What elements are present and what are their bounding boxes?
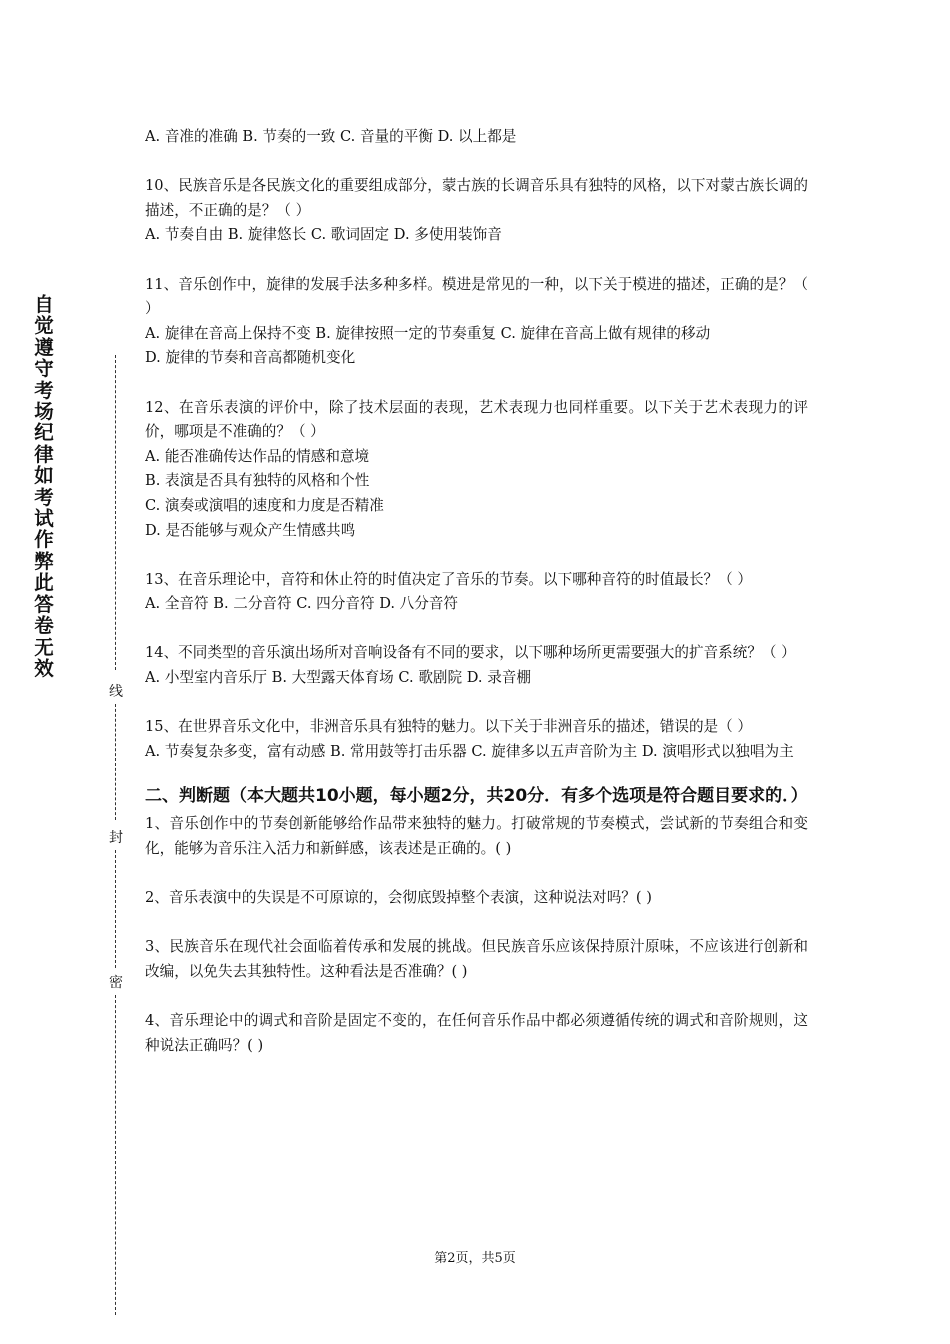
question-option-a: A. 能否准确传达作品的情感和意境: [145, 447, 370, 465]
judgement-item-1: [145, 812, 808, 861]
question-options: A. 全音符 B. 二分音符 C. 四分音符 D. 八分音符: [145, 595, 459, 613]
question-option-c: C. 演奏或演唱的速度和力度是否精准: [145, 496, 384, 514]
judgement-item-4: [145, 1009, 808, 1058]
question-options: A. 小型室内音乐厅 B. 大型露天体育场 C. 歌剧院 D. 录音棚: [145, 669, 531, 687]
seal-label-xian: 线: [109, 684, 123, 700]
question-option-b: B. 表演是否具有独特的风格和个性: [145, 472, 370, 490]
question-12: [145, 396, 808, 544]
question-13: [145, 568, 808, 617]
question-stem: 12、在音乐表演的评价中，除了技术层面的表现，艺术表现力也同样重要。以下关于艺术表现力的评价，哪项是不准确的？（ ）: [145, 398, 808, 441]
binding-dashed-line: [115, 355, 116, 670]
exam-content: [145, 125, 808, 1083]
question-stem: 11、音乐创作中，旋律的发展手法多种多样。模进是常见的一种，以下关于模进的描述，正确的是？（ ）: [145, 275, 808, 318]
binding-dashed-line: [115, 850, 116, 968]
section-title-judgement: 二、判断题（本大题共10小题，每小题2分，共20分．有多个选项是符合题目要求的．）: [145, 786, 808, 807]
question-options: A. 节奏自由 B. 旋律悠长 C. 歌词固定 D. 多使用装饰音: [145, 226, 502, 244]
binding-margin: [0, 0, 135, 1344]
question-stem: 14、不同类型的音乐演出场所对音响设备有不同的要求，以下哪种场所更需要强大的扩音系统？（ ）: [145, 644, 796, 662]
question-10: [145, 174, 808, 248]
judgement-item-2: [145, 886, 808, 911]
exam-discipline-warning: 自觉遵守考场纪律如考试作弊此答卷无效: [34, 293, 54, 680]
question-stem: 13、在音乐理论中，音符和休止符的时值决定了音乐的节奏。以下哪种音符的时值最长？（ ）: [145, 570, 752, 588]
binding-dashed-line: [115, 995, 116, 1315]
question-15: [145, 715, 808, 764]
judgement-text: 1、音乐创作中的节奏创新能够给作品带来独特的魅力。打破常规的节奏模式，尝试新的节奏组合和变化，能够为音乐注入活力和新鲜感，该表述是正确的。( ): [145, 815, 808, 858]
question-14: [145, 641, 808, 690]
question-options: A. 音准的准确 B. 节奏的一致 C. 音量的平衡 D. 以上都是: [145, 128, 517, 145]
question-options: A. 旋律在音高上保持不变 B. 旋律按照一定的节奏重复 C. 旋律在音高上做有规律的移动: [145, 324, 711, 342]
binding-dashed-line: [115, 704, 116, 820]
seal-label-mi: 密: [109, 975, 123, 991]
question-11: [145, 273, 808, 371]
question-stem: 15、在世界音乐文化中，非洲音乐具有独特的魅力。以下关于非洲音乐的描述，错误的是（ ）: [145, 718, 752, 736]
judgement-text: 2、音乐表演中的失误是不可原谅的，会彻底毁掉整个表演，这种说法对吗？( ): [145, 889, 652, 907]
question-options: D. 旋律的节奏和音高都随机变化: [145, 349, 356, 367]
page-footer: 第2页，共5页: [434, 1251, 516, 1266]
judgement-item-3: [145, 935, 808, 984]
question-option-d: D. 是否能够与观众产生情感共鸣: [145, 521, 356, 539]
question-stem: 10、民族音乐是各民族文化的重要组成部分，蒙古族的长调音乐具有独特的风格，以下对蒙古族长调的描述，不正确的是？（ ）: [145, 177, 808, 219]
judgement-text: 3、民族音乐在现代社会面临着传承和发展的挑战。但民族音乐应该保持原汁原味，不应该进行创新和改编，以免失去其独特性。这种看法是否准确？( ): [145, 938, 808, 980]
seal-label-feng: 封: [109, 830, 123, 846]
question-block: [145, 125, 808, 150]
question-options: A. 节奏复杂多变，富有动感 B. 常用鼓等打击乐器 C. 旋律多以五声音阶为主 D. 演唱形式以独唱为主: [145, 742, 794, 760]
judgement-text: 4、音乐理论中的调式和音阶是固定不变的，在任何音乐作品中都必须遵循传统的调式和音阶规则，这种说法正确吗？( ): [145, 1012, 808, 1054]
